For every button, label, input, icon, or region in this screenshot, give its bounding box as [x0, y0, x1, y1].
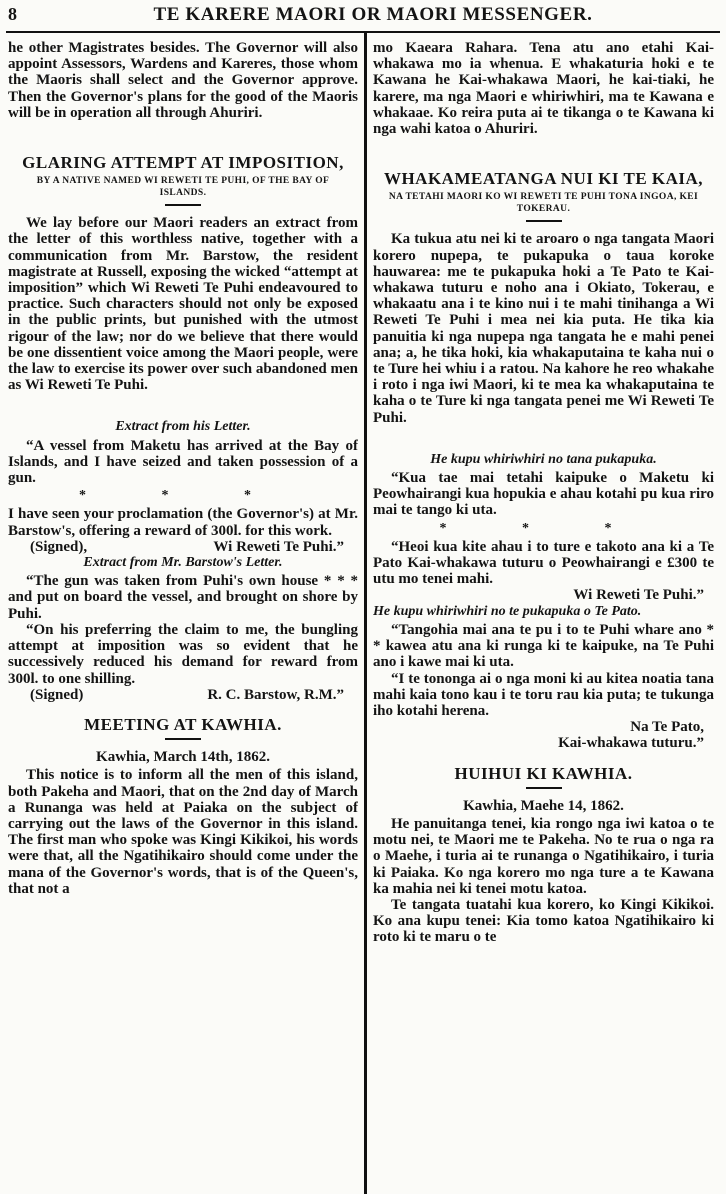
quote-paragraph: I have seen your proclamation (the Governor's) at Mr. Barstow's, offering a reward of 300l. for this work.	[8, 506, 358, 539]
article-paragraph: Ka tukua atu nei ki te aroaro o nga tangata Maori korero nupepa, te pukapuka o taua koroke hauwarea: me te pukapuka hoki a Te Pato te Kai-whakawa tuturu e noho ana i Okiato, Tokerau, e whakaatu ana i te kino nui i te mahi tinihanga a Wi Reweti Te Puhi i mea nei kia puta. He tika kia panuitia ki nga nupepa nga tangata he e mahi penei ana; a, he tika hoki, kia whakaputaina te kaha nui o te Ture hei whiu i a ratou. Na kahore he reo whakahe i roto i nga iwi Maori, ki te mea ka whakaputaina te kaha o te Ture ki nga tangata penei me Wi Reweti Te Puhi.	[373, 231, 714, 426]
dateline: Kawhia, March 14th, 1862.	[96, 749, 270, 766]
signature-line	[8, 539, 358, 555]
section-title-whakameatanga: WHAKAMEATANGA NUI KI TE KAIA,	[383, 169, 704, 189]
page-number: 8	[8, 4, 17, 24]
quote-paragraph: “Heoi kua kite ahau i to ture e takoto ana ki a Te Pato Kai-whakawa tuturu o Peowhairangi e £300 te utu mo tenei mahi.	[373, 538, 714, 588]
signature-name: Na Te Pato,	[630, 719, 704, 736]
header-rule	[6, 31, 720, 33]
extract-title: Extract from his Letter.	[115, 419, 251, 435]
extract-title: He kupu whiriwhiri no tana pukapuka.	[430, 451, 657, 467]
intro-paragraph: mo Kaeara Rahara. Tena atu ano etahi Kai-whakawa mo ia whenua. E whakaturia hoki e te Kawana he Kai-whakawa Maori, he kai-tiaki, he karere, ma nga Maori e whiriwhiri, ma te Kawana e whakaae. Ko reira puta ai te tikanga o te Kawana ki nga wahi katoa o Ahuriri.	[373, 40, 714, 138]
signature-label: (Signed)	[30, 686, 84, 703]
section-title-meeting: MEETING AT KAWHIA.	[84, 714, 282, 734]
ellipsis-stars: * * *	[439, 520, 648, 536]
section-subtitle: BY A NATIVE NAMED WI REWETI TE PUHI, OF THE BAY OF ISLANDS.	[36, 176, 330, 199]
quote-paragraph: “Kua tae mai tetahi kaipuke o Maketu ki Peowhairangi kua hopukia e ahau kotahi pu kua riro mai te tango ki uta.	[373, 470, 714, 519]
page-header	[0, 0, 726, 30]
quote-paragraph: “Tangohia mai ana te pu i to te Puhi whare ano * * kawea atu ana ki runga ki te kaipuke, na Te Puhi ano i kawe mai ki uta.	[373, 621, 714, 671]
section-title-imposition: GLARING ATTEMPT AT IMPOSITION,	[22, 153, 344, 173]
signature-line	[8, 687, 358, 703]
intro-paragraph: he other Magistrates besides. The Governor will also appoint Assessors, Wardens and Kareres, those whom the Maoris shall select and the Governor approve. Then the Governor's plans for the good of the Maoris will be in operation all through Ahuriri.	[8, 40, 358, 121]
section-title-huihui: HUIHUI KI KAWHIA.	[454, 763, 633, 783]
short-rule	[526, 220, 562, 222]
dateline: Kawhia, Maehe 14, 1862.	[463, 797, 624, 814]
article-paragraph: He panuitanga tenei, kia rongo nga iwi katoa o te motu nei, te Maori me te Pakeha. No te rua o nga ra o Maehe, i turia ai te runanga o Ngatihikairo, i turia ki Paiaka. Ko nga korero mo nga ture a te Kawana ka mahia nei ki tenei motu katoa.	[373, 815, 714, 897]
english-column	[8, 40, 358, 1194]
extract-title: Extract from Mr. Barstow's Letter.	[83, 555, 283, 571]
short-rule	[526, 787, 562, 789]
extract-title: He kupu whiriwhiri no te pukapuka o Te Pato.	[373, 603, 642, 619]
signature-label: (Signed),	[30, 538, 88, 555]
column-divider	[364, 33, 367, 1194]
short-rule	[165, 738, 201, 740]
maori-column	[373, 40, 714, 1194]
quote-paragraph: “On his preferring the claim to me, the bungling attempt at imposition was so evident that he successively reduced his demand for reward from 300l. to one shilling.	[8, 621, 358, 687]
masthead-title: TE KARERE MAORI OR MAORI MESSENGER.	[153, 4, 593, 25]
article-paragraph: Te tangata tuatahi kua korero, ko Kingi Kikikoi. Ko ana kupu tenei: Kia tomo katoa Ngatihikairo ki roto ki te maru o te	[373, 896, 714, 946]
signature-name: Wi Reweti Te Puhi.”	[573, 587, 704, 604]
quote-paragraph: “I te tononga ai o nga moni ki au kitea noatia tana mahi kaia tono kau i te toru rau kia puta; te tukunga iho kotahi herena.	[373, 670, 714, 719]
article-paragraph: This notice is to inform all the men of this island, both Pakeha and Maori, that on the 2nd day of March a Runanga was held at Paiaka on the subject of carrying out the laws of the Governor in this island. The first man who spoke was Kingi Kikikoi, his words were that, all the Ngatihikairo should come under the mana of the Governor's words, that is of the Queen's, that not a	[8, 767, 358, 897]
article-paragraph: We lay before our Maori readers an extract from the letter of this worthless native, together with a communication from Mr. Barstow, the resident magistrate at Russell, exposing the wicked “attempt at imposition” which Wi Reweti Te Puhi endeavoured to practice. Such characters should not only be exposed in the public prints, but punished with the utmost rigour of the law; nor do we believe that there would be one dissentient voice among the Maori people, were the law to exercise its power over such abandoned men as Wi Reweti Te Puhi.	[8, 215, 358, 394]
section-subtitle: NA TETAHI MAORI KO WI REWETI TE PUHI TONA INGOA, KEI TOKERAU.	[388, 192, 699, 215]
short-rule	[165, 204, 201, 206]
quote-paragraph: “The gun was taken from Puhi's own house * * * and put on board the vessel, and brought on shore by Puhi.	[8, 573, 358, 622]
quote-paragraph: “A vessel from Maketu has arrived at the Bay of Islands, and I have seized and taken possession of a gun.	[8, 437, 358, 487]
signature-name: Wi Reweti Te Puhi.”	[213, 538, 344, 555]
signature-title: Kai-whakawa tuturu.”	[558, 735, 704, 752]
ellipsis-stars: * * *	[79, 488, 287, 504]
signature-name: R. C. Barstow, R.M.”	[207, 686, 344, 703]
